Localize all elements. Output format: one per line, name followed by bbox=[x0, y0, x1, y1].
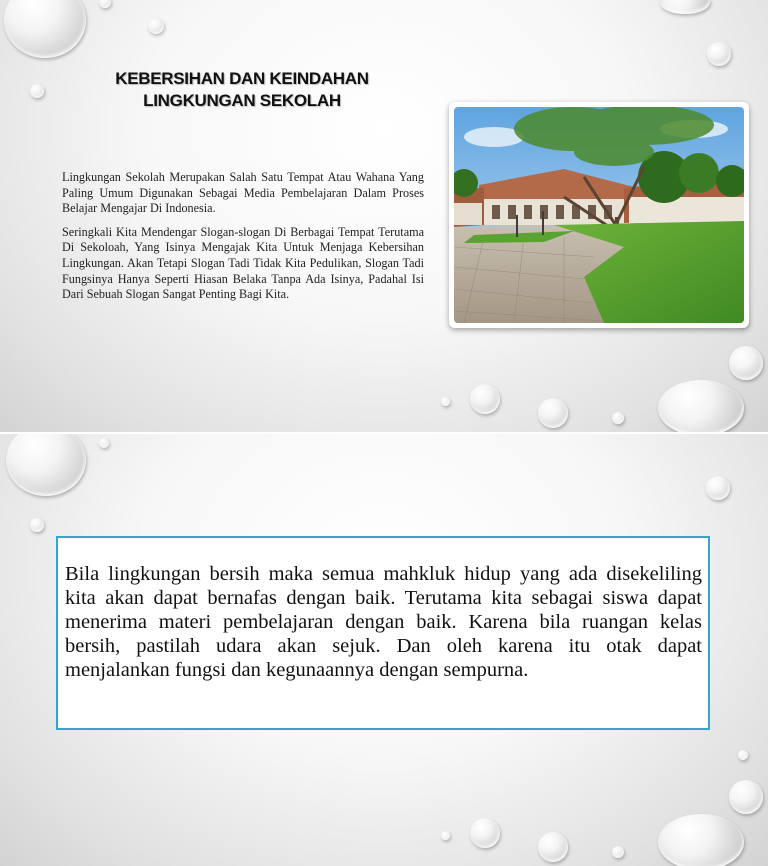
water-drop bbox=[148, 18, 164, 34]
water-drop bbox=[99, 0, 111, 8]
water-drop bbox=[660, 0, 710, 14]
water-drop bbox=[706, 476, 730, 500]
water-drop bbox=[6, 434, 86, 496]
school-courtyard-image bbox=[454, 107, 744, 323]
slide-body bbox=[62, 170, 424, 311]
water-drop bbox=[470, 818, 500, 848]
water-drop bbox=[538, 398, 568, 428]
slide-2-paragraph: Bila lingkungan bersih maka semua mahkluk hidup yang ada disekeliling kita akan dapat bernafas dengan baik. Terutama kita sebagai siswa dapat menerima materi pembelajaran dengan baik. Karena bila ruangan kelas bersih, pastilah udara akan sejuk. Dan oleh karena itu otak dapat menjalankan fungsi dan kegunaannya dengan sempurna. bbox=[65, 563, 702, 681]
water-drop bbox=[738, 750, 748, 760]
paragraph-2: Seringkali Kita Mendengar Slogan-slogan Di Berbagai Tempat Terutama Di Sekoloah, Yang Isinya Mengajak Kita Untuk Menjaga Kebersihan Lingkungan. Akan Tetapi Slogan Tadi Tidak Kita Pedulikan, Slogan Tadi Fungsinya Hanya Seperti Hiasan Belaka Tanpa Ada Isinya, Padahal Isi Dari Sebuah Slogan Sangat Penting Bagi Kita. bbox=[62, 224, 424, 302]
water-drop bbox=[470, 384, 500, 414]
water-drop bbox=[729, 780, 763, 814]
water-drop bbox=[707, 42, 731, 66]
water-drop bbox=[612, 846, 624, 858]
water-drop bbox=[4, 0, 86, 58]
water-drop bbox=[99, 438, 109, 448]
water-drop bbox=[658, 380, 744, 432]
water-drop bbox=[729, 346, 763, 380]
title-line-2: LINGKUNGAN SEKOLAH bbox=[143, 91, 341, 110]
water-drop bbox=[658, 814, 744, 866]
water-drop bbox=[30, 84, 44, 98]
slide-title bbox=[92, 68, 392, 112]
text-box bbox=[56, 536, 710, 730]
paragraph-1: Lingkungan Sekolah Merupakan Salah Satu Tempat Atau Wahana Yang Paling Umum Digunakan Sebagai Media Pembelajaran Dalam Proses Belajar Mengajar Di Indonesia. bbox=[62, 170, 424, 216]
water-drop bbox=[538, 832, 568, 862]
school-photo bbox=[449, 102, 749, 328]
water-drop bbox=[30, 518, 44, 532]
slide-2 bbox=[0, 434, 768, 866]
water-drop bbox=[612, 412, 624, 424]
water-drop bbox=[441, 831, 450, 840]
slide-1 bbox=[0, 0, 768, 432]
water-drop bbox=[441, 397, 450, 406]
title-line-1: KEBERSIHAN DAN KEINDAHAN bbox=[115, 69, 369, 88]
